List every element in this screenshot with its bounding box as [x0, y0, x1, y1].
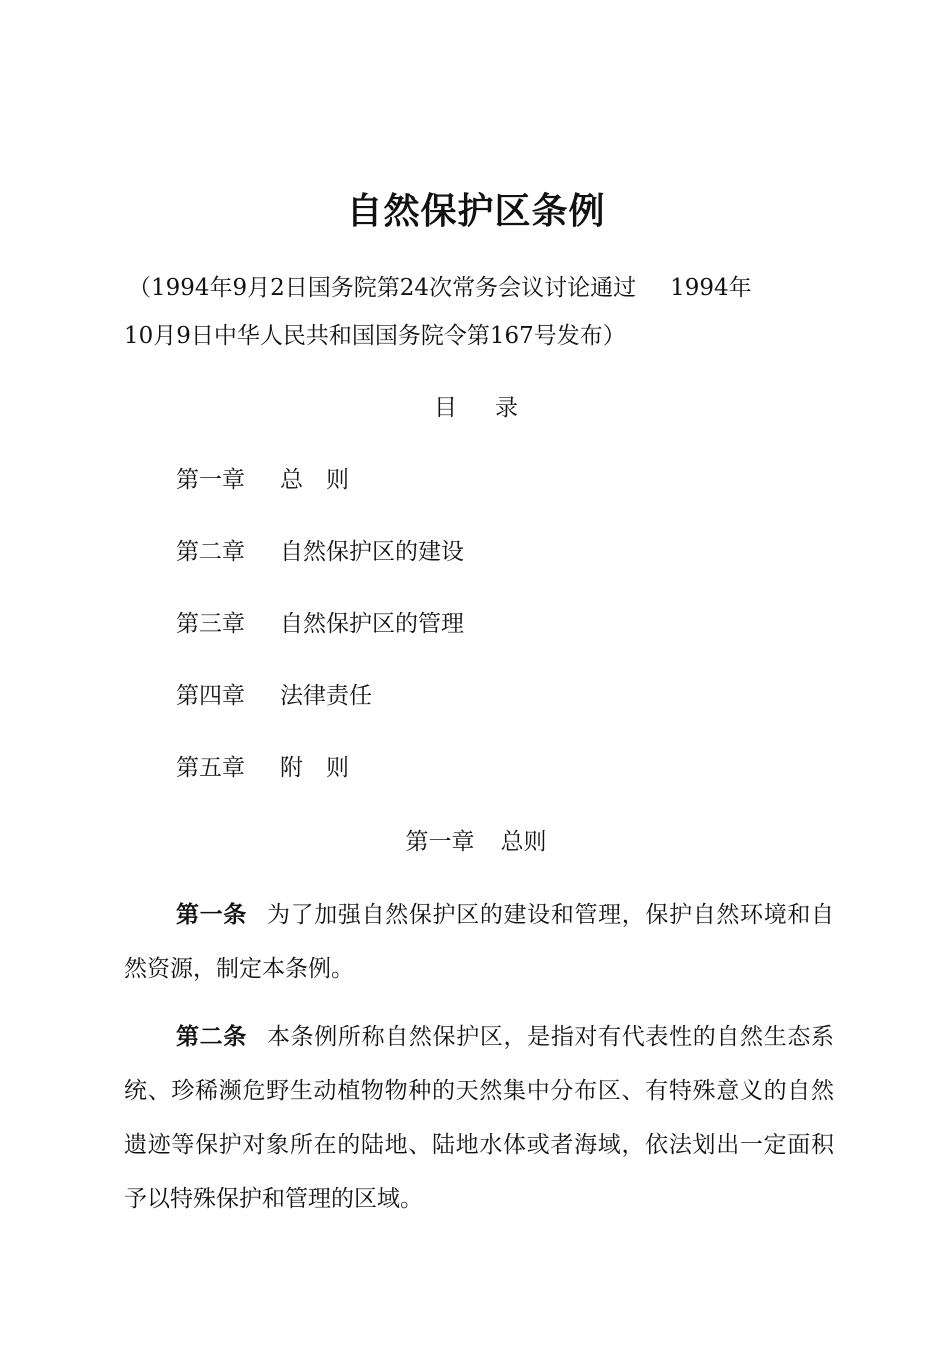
document-title: 自然保护区条例 [346, 191, 606, 232]
toc-item-title: 总 则 [280, 467, 349, 493]
toc-item [176, 534, 776, 606]
article-2 [124, 1010, 834, 1226]
toc-item-title: 法律责任 [280, 683, 372, 709]
article-text: 为了加强自然保护区的建设和管理，保护自然环境和自然资源，制定本条例。 [124, 902, 835, 982]
toc-item-number: 第三章 [176, 611, 245, 637]
toc-item [176, 678, 776, 750]
chapter-title: 总则 [500, 829, 547, 855]
subtitle-line-2: 10月9日中华人民共和国国务院令第167号发布） [124, 323, 626, 349]
chapter-number: 第一章 [405, 829, 475, 855]
table-of-contents [176, 462, 776, 822]
toc-item [176, 462, 776, 534]
toc-heading-right: 录 [495, 395, 518, 421]
toc-item-number: 第五章 [176, 755, 245, 781]
article-label: 第二条 [176, 1024, 247, 1050]
subtitle-passed-text: （1994年9月2日国务院第24次常务会议讨论通过 [128, 275, 637, 301]
document-subtitle [124, 264, 834, 360]
article-1 [124, 888, 834, 996]
toc-item-title: 自然保护区的建设 [280, 539, 464, 565]
toc-item-number: 第四章 [176, 683, 245, 709]
subtitle-line-1 [128, 264, 834, 312]
toc-item-number: 第一章 [176, 467, 245, 493]
toc-heading [0, 390, 952, 426]
chapter-heading [0, 824, 952, 860]
article-label: 第一条 [176, 902, 247, 928]
toc-item-number: 第二章 [176, 539, 245, 565]
toc-item-title: 附 则 [280, 755, 349, 781]
subtitle-year-text: 1994年 [670, 275, 752, 301]
toc-item [176, 750, 776, 822]
toc-heading-left: 目 [434, 395, 457, 421]
toc-item [176, 606, 776, 678]
article-text: 本条例所称自然保护区，是指对有代表性的自然生态系统、珍稀濒危野生动植物物种的天然集中分布区、有特殊意义的自然遗迹等保护对象所在的陆地、陆地水体或者海域，依法划出一定面积予以特殊保护和管理的区域。 [124, 1024, 835, 1212]
toc-item-title: 自然保护区的管理 [280, 611, 464, 637]
